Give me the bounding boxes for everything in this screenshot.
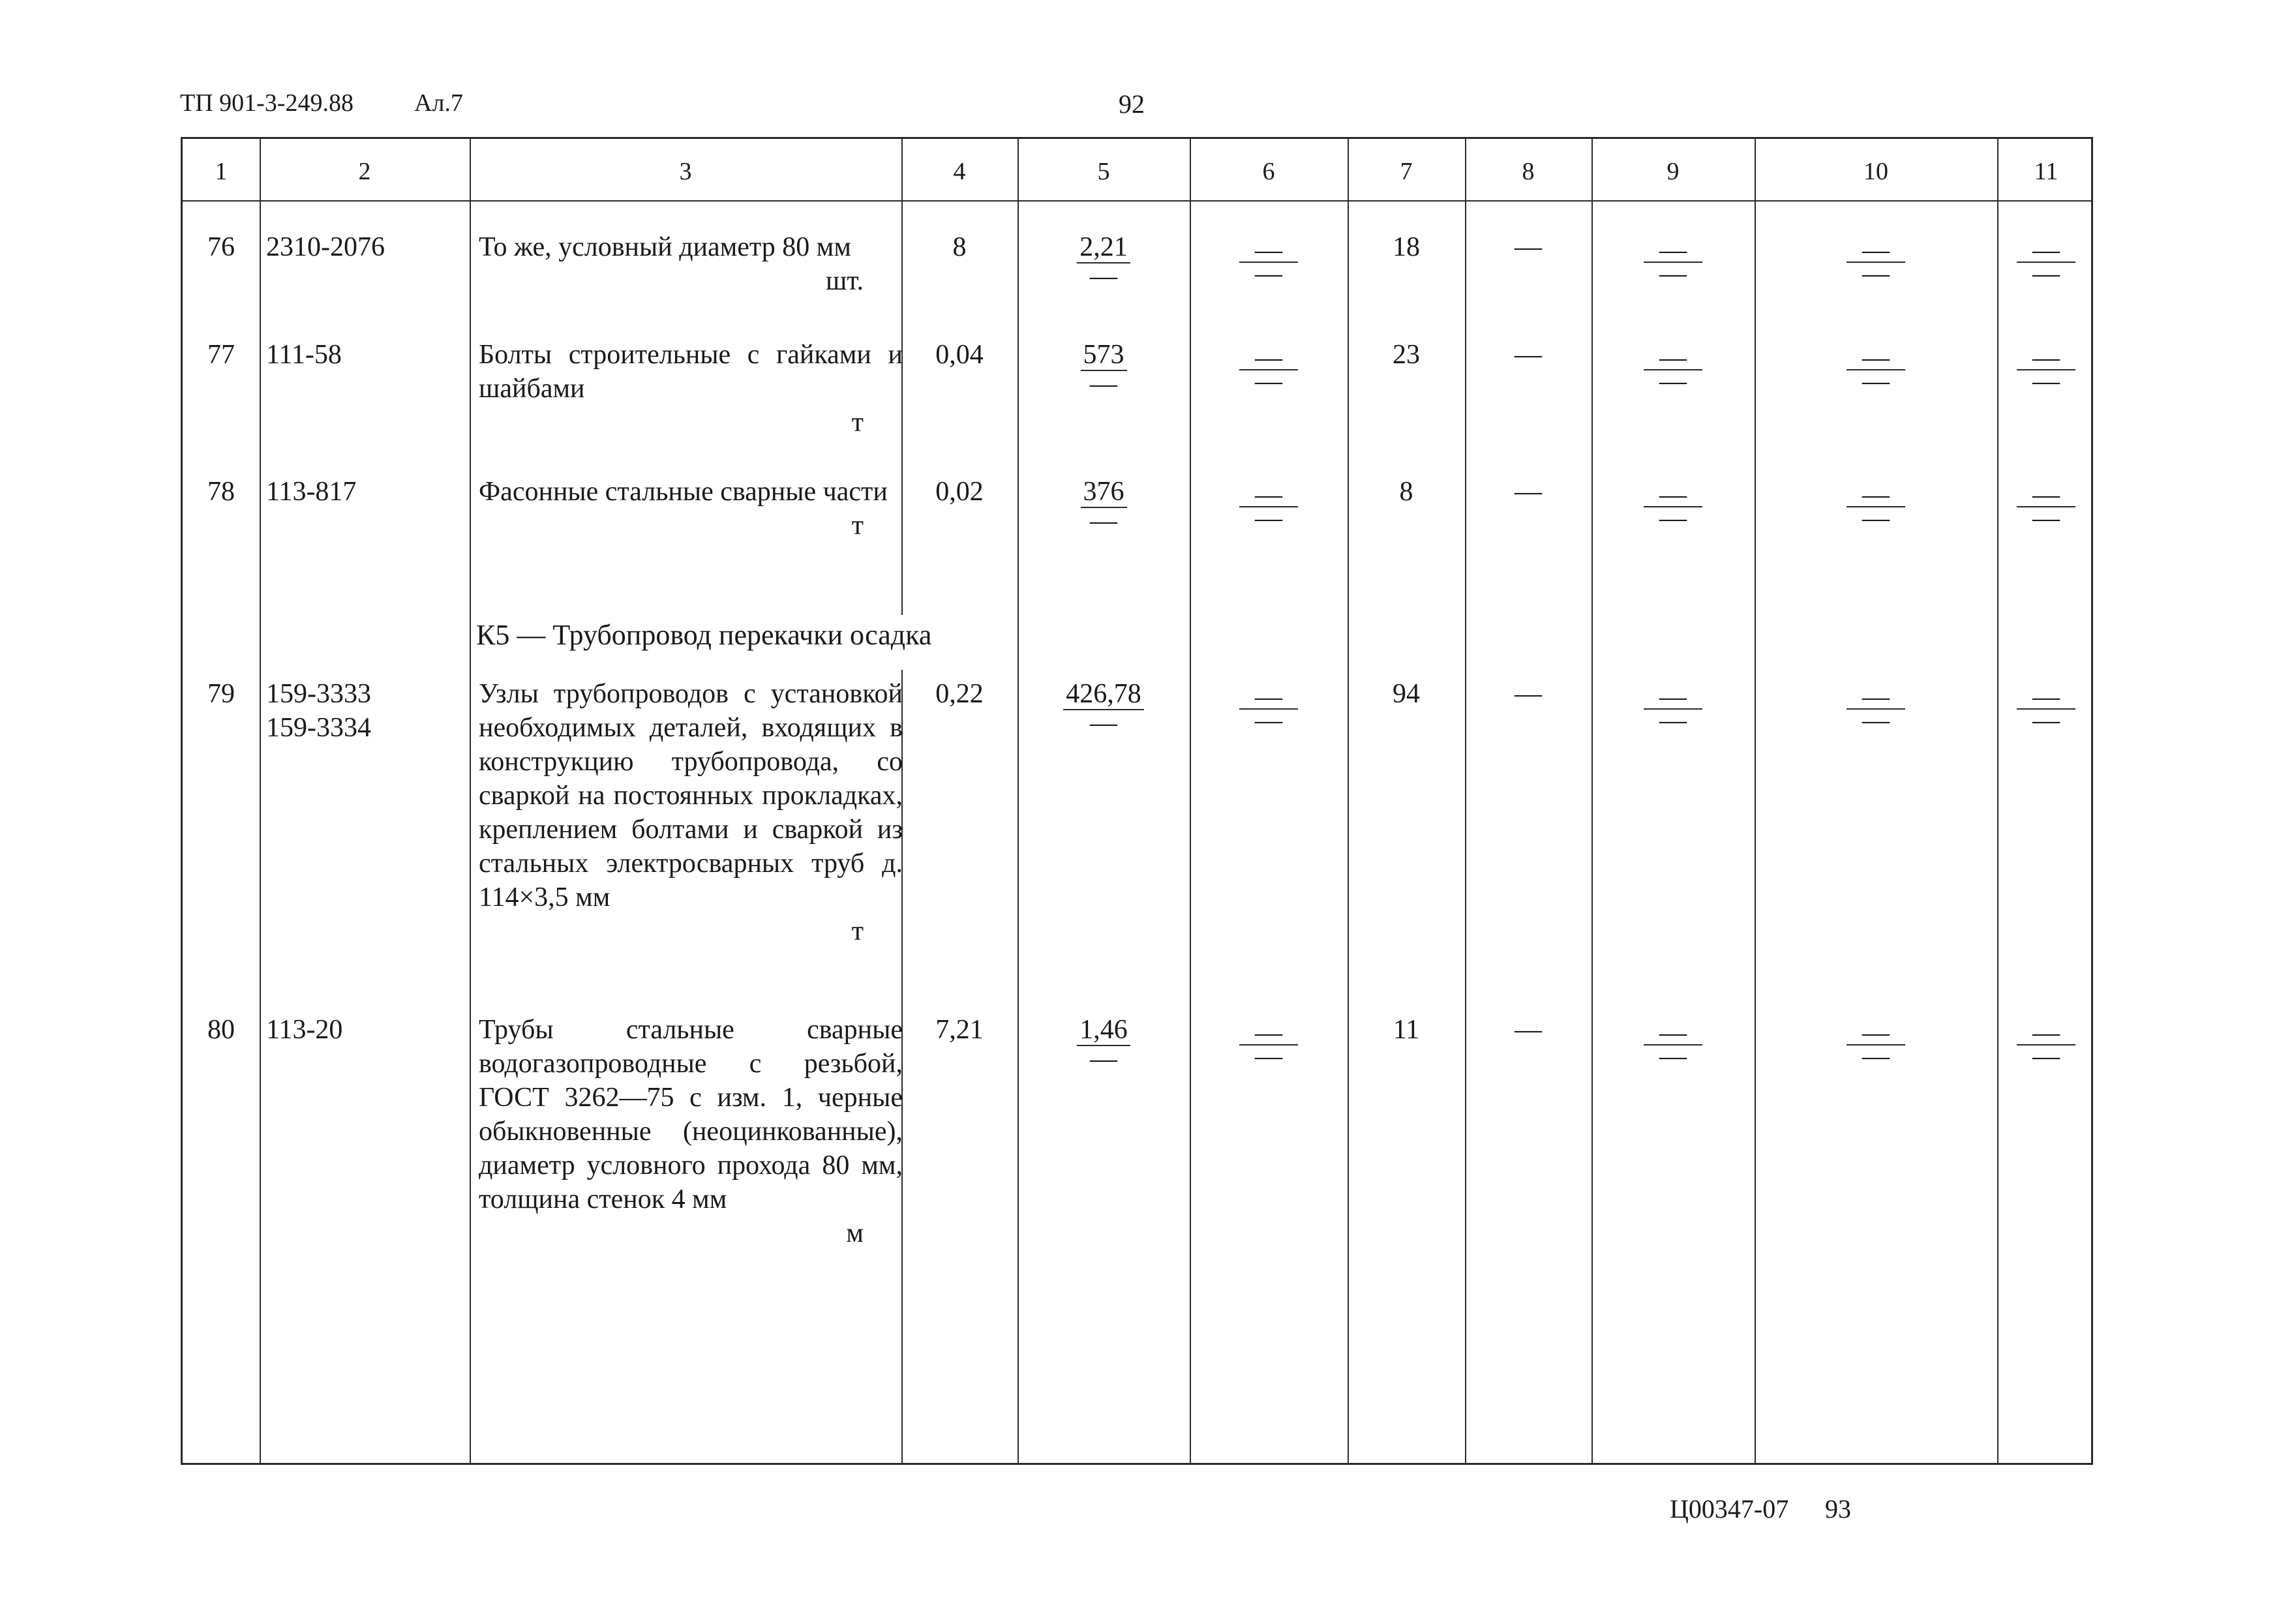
empty-mark: —: [2032, 367, 2060, 397]
price-code: [266, 338, 467, 372]
col10-value: [1755, 235, 1997, 289]
description-text: Узлы трубопроводов с установкой необходимых деталей, входящих в конструкцию трубопровода, со сваркой на постоянных прокладках, креплением болтами и сваркой из стальных электросварных труб д. 114×3,5 мм: [479, 679, 903, 912]
price-code: [266, 1013, 467, 1047]
unit-cost-value: 376: [1081, 477, 1127, 508]
description-text: То же, условный диаметр 80 мм: [479, 232, 851, 262]
work-description: [479, 338, 903, 440]
empty-mark: —: [1255, 480, 1282, 510]
unit-cost: [1018, 475, 1190, 534]
col7-value: 8: [1399, 477, 1413, 507]
empty-mark: —: [1659, 504, 1687, 534]
footer-code: Ц00347-07: [1670, 1494, 1789, 1524]
col6-value: [1190, 682, 1348, 736]
empty-mark: —: [1255, 504, 1282, 534]
col-line: [260, 139, 261, 1463]
row-number: 79: [207, 679, 235, 709]
price-code: [266, 475, 467, 509]
col9-value: [1591, 480, 1755, 534]
col8-value: —: [1515, 232, 1542, 262]
column-number: 3: [679, 158, 692, 185]
unit-label: шт.: [825, 266, 864, 296]
empty-mark: —: [1255, 682, 1282, 712]
unit-label: т: [851, 511, 864, 541]
col8-value: —: [1515, 477, 1542, 507]
price-code-primary: 111-58: [266, 340, 342, 370]
unit-cost-value: 1,46: [1077, 1015, 1130, 1046]
empty-mark: —: [1659, 1018, 1687, 1048]
column-number: 5: [1097, 158, 1110, 185]
empty-mark: —: [1659, 682, 1687, 712]
empty-mark: —: [1255, 1042, 1282, 1072]
empty-mark: —: [1862, 1042, 1890, 1072]
empty-mark: —: [1659, 367, 1687, 397]
col7-value: 11: [1393, 1015, 1420, 1045]
empty-mark: —: [2032, 343, 2060, 373]
empty-mark: —: [1862, 706, 1890, 736]
column-number: 11: [2034, 158, 2058, 185]
work-description: [479, 230, 903, 298]
empty-mark: —: [1862, 1018, 1890, 1048]
column-number: 1: [215, 158, 228, 185]
unit-cost: [1018, 230, 1190, 292]
col11-value: [1997, 480, 2095, 534]
unit-cost-sub: —: [1090, 1044, 1117, 1074]
unit-cost-value: 2,21: [1077, 232, 1130, 263]
quantity: 0,04: [935, 340, 984, 370]
description-text: Фасонные стальные сварные части: [479, 477, 888, 507]
price-code-secondary: 159-3334: [266, 713, 371, 743]
col6-value: [1190, 480, 1348, 534]
column-number: 7: [1400, 158, 1413, 185]
section-heading: К5 — Трубопровод перекачки осадка: [476, 619, 932, 651]
row-number: 77: [207, 340, 235, 370]
col8-value: —: [1515, 679, 1542, 709]
estimate-table: [181, 137, 2093, 1465]
col8-value: —: [1515, 340, 1542, 370]
col-line: [1755, 139, 1756, 1463]
document-code: ТП 901-3-249.88: [180, 89, 354, 117]
col11-value: [1997, 235, 2095, 289]
work-description: [479, 677, 903, 948]
unit-cost-sub: —: [1090, 506, 1117, 536]
col9-value: [1591, 343, 1755, 397]
price-code: [266, 677, 467, 745]
col9-value: [1591, 235, 1755, 289]
quantity: 8: [952, 232, 967, 262]
column-number: 2: [358, 158, 371, 185]
empty-mark: —: [1255, 235, 1282, 265]
col10-value: [1755, 1018, 1997, 1072]
col11-value: [1997, 1018, 2095, 1072]
empty-mark: —: [1862, 259, 1890, 289]
empty-mark: —: [2032, 1042, 2060, 1072]
col7-value: 23: [1393, 340, 1420, 370]
empty-mark: —: [1255, 1018, 1282, 1048]
col-line: [1997, 139, 1998, 1463]
price-code-primary: 159-3333: [266, 679, 371, 709]
unit-label: т: [851, 916, 864, 946]
empty-mark: —: [1862, 480, 1890, 510]
col10-value: [1755, 343, 1997, 397]
empty-mark: —: [2032, 1018, 2060, 1048]
column-number: 6: [1262, 158, 1275, 185]
empty-mark: —: [1862, 343, 1890, 373]
col9-value: [1591, 1018, 1755, 1072]
empty-mark: —: [1255, 259, 1282, 289]
empty-mark: —: [2032, 706, 2060, 736]
col9-value: [1591, 682, 1755, 736]
column-number: 10: [1863, 158, 1888, 185]
quantity: 0,22: [935, 679, 984, 709]
col7-value: 94: [1393, 679, 1420, 709]
empty-mark: —: [2032, 259, 2060, 289]
col6-value: [1190, 343, 1348, 397]
empty-mark: —: [1862, 682, 1890, 712]
unit-label: м: [846, 1218, 864, 1248]
empty-mark: —: [1659, 1042, 1687, 1072]
empty-mark: —: [1659, 259, 1687, 289]
row-number: 80: [207, 1015, 235, 1045]
empty-mark: —: [1862, 367, 1890, 397]
empty-mark: —: [2032, 235, 2060, 265]
footer-page-number: 93: [1825, 1494, 1851, 1524]
empty-mark: —: [1862, 235, 1890, 265]
empty-mark: —: [1659, 706, 1687, 736]
col11-value: [1997, 682, 2095, 736]
col6-value: [1190, 1018, 1348, 1072]
column-number: 8: [1522, 158, 1535, 185]
column-number: 4: [953, 158, 966, 185]
row-number: 76: [207, 232, 235, 262]
empty-mark: —: [2032, 682, 2060, 712]
work-description: [479, 475, 903, 543]
quantity: 7,21: [935, 1015, 984, 1045]
col-line: [1190, 139, 1191, 1463]
empty-mark: —: [1659, 343, 1687, 373]
col6-value: [1190, 235, 1348, 289]
unit-cost-value: 426,78: [1063, 679, 1144, 710]
description-text: Болты строительные с гайками и шайбами: [479, 340, 903, 404]
col-line: [470, 139, 471, 1463]
empty-mark: —: [1659, 480, 1687, 510]
col8-value: —: [1515, 1015, 1542, 1045]
unit-cost-sub: —: [1090, 708, 1117, 738]
empty-mark: —: [1255, 367, 1282, 397]
page-number: 92: [1119, 89, 1145, 119]
col11-value: [1997, 343, 2095, 397]
description-text: Трубы стальные сварные водогазопроводные с резьбой, ГОСТ 3262—75 с изм. 1, черные обыкновенные (неоцинкованные), диаметр условного прохода 80 мм, толщина стенок 4 мм: [479, 1015, 903, 1214]
column-number: 9: [1666, 158, 1680, 185]
empty-mark: —: [1255, 343, 1282, 373]
price-code: [266, 230, 467, 264]
col7-value: 18: [1393, 232, 1420, 262]
quantity: 0,02: [935, 477, 984, 507]
col10-value: [1755, 480, 1997, 534]
empty-mark: —: [1862, 504, 1890, 534]
work-description: [479, 1013, 903, 1250]
empty-mark: —: [1255, 706, 1282, 736]
sheet-label: Ал.7: [414, 89, 463, 117]
col10-value: [1755, 682, 1997, 736]
row-number: 78: [207, 477, 235, 507]
col-line: [1591, 139, 1593, 1463]
price-code-primary: 113-817: [266, 477, 357, 507]
unit-cost-value: 573: [1081, 340, 1127, 371]
unit-cost-sub: —: [1090, 369, 1117, 399]
empty-mark: —: [2032, 504, 2060, 534]
unit-cost: [1018, 1013, 1190, 1072]
unit-cost-sub: —: [1090, 262, 1117, 292]
price-code-primary: 113-20: [266, 1015, 343, 1045]
price-code-primary: 2310-2076: [266, 232, 385, 262]
unit-label: т: [851, 408, 864, 438]
unit-cost: [1018, 338, 1190, 397]
unit-cost: [1018, 677, 1190, 736]
empty-mark: —: [1659, 235, 1687, 265]
header-rule: [183, 200, 2091, 202]
empty-mark: —: [2032, 480, 2060, 510]
